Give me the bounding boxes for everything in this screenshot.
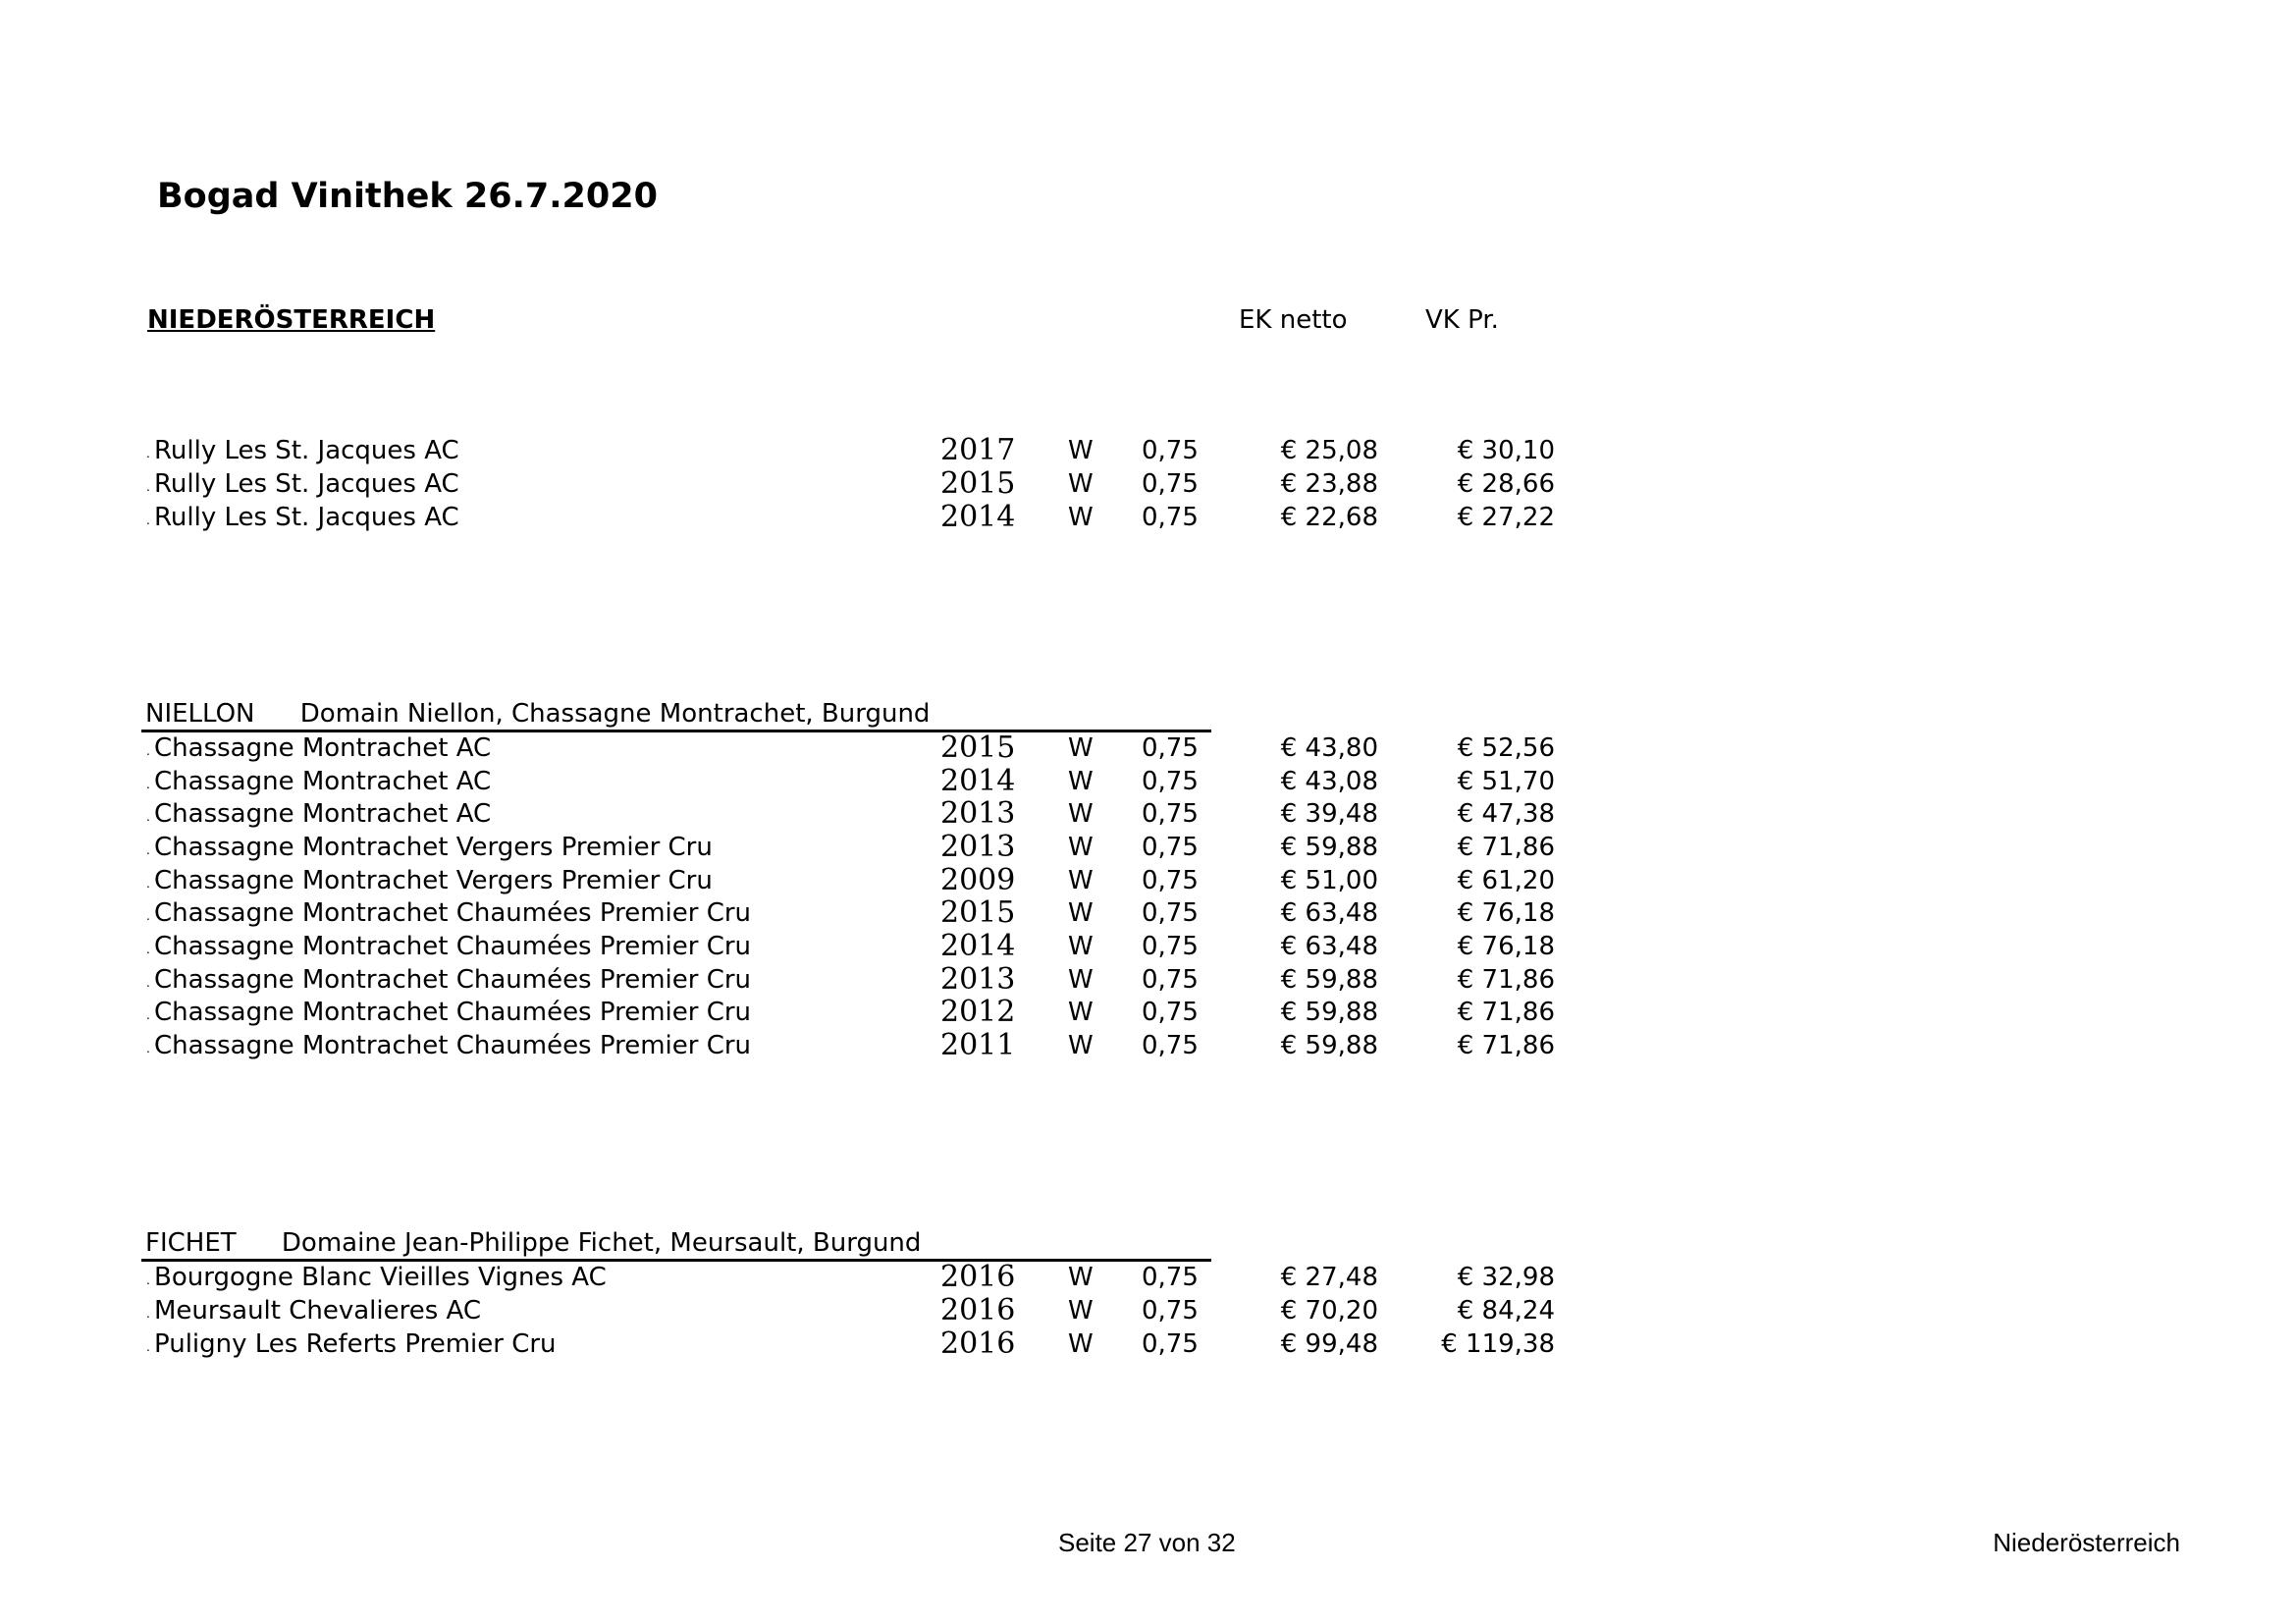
wine-row (0, 434, 2296, 467)
producer-name: Domaine Jean-Philippe Fichet, Meursault, Burgund (281, 1228, 922, 1258)
wine-name: Rully Les St. Jacques AC (154, 436, 459, 465)
wine-row (0, 797, 2296, 831)
wine-volume: 0,75 (1142, 932, 1199, 961)
wine-ek-price: € 59,88 (1280, 998, 1378, 1027)
wine-name: Chassagne Montrachet Chaumées Premier Cru (154, 998, 752, 1027)
wine-volume: 0,75 (1142, 799, 1199, 829)
row-bullet: . (146, 480, 150, 494)
wine-name: Chassagne Montrachet Chaumées Premier Cru (154, 898, 752, 928)
wine-vk-price: € 27,22 (1457, 503, 1555, 532)
wine-color: W (1068, 833, 1094, 862)
wine-vk-price: € 32,98 (1457, 1263, 1555, 1292)
wine-volume: 0,75 (1142, 1296, 1199, 1326)
wine-volume: 0,75 (1142, 503, 1199, 532)
wine-row (0, 731, 2296, 765)
wine-vk-price: € 51,70 (1457, 767, 1555, 796)
wine-volume: 0,75 (1142, 733, 1199, 763)
wine-row (0, 467, 2296, 501)
wine-color: W (1068, 799, 1094, 829)
wine-ek-price: € 43,08 (1280, 767, 1378, 796)
row-bullet: . (146, 1273, 150, 1287)
wine-year: 2013 (940, 962, 1016, 997)
row-bullet: . (146, 976, 150, 990)
wine-row (0, 831, 2296, 864)
page-number: Seite 27 von 32 (1058, 1528, 1236, 1557)
row-bullet: . (146, 1008, 150, 1022)
row-bullet: . (146, 843, 150, 857)
wine-name: Chassagne Montrachet Vergers Premier Cru (154, 866, 713, 895)
wine-ek-price: € 39,48 (1280, 799, 1378, 829)
wine-year: 2013 (940, 796, 1016, 831)
row-bullet: . (146, 744, 150, 758)
wine-year: 2015 (940, 895, 1016, 930)
wine-volume: 0,75 (1142, 1263, 1199, 1292)
wine-volume: 0,75 (1142, 833, 1199, 862)
wine-vk-price: € 28,66 (1457, 469, 1555, 499)
row-bullet: . (146, 877, 150, 891)
row-bullet: . (146, 447, 150, 460)
wine-volume: 0,75 (1142, 1329, 1199, 1359)
wine-row (0, 1327, 2296, 1361)
wine-vk-price: € 76,18 (1457, 898, 1555, 928)
wine-name: Rully Les St. Jacques AC (154, 469, 459, 499)
wine-ek-price: € 25,08 (1280, 436, 1378, 465)
wine-row (0, 765, 2296, 798)
row-bullet: . (146, 778, 150, 791)
wine-ek-price: € 99,48 (1280, 1329, 1378, 1359)
wine-row (0, 864, 2296, 897)
wine-color: W (1068, 469, 1094, 499)
footer-region: Niederösterreich (1993, 1528, 2180, 1557)
wine-ek-price: € 27,48 (1280, 1263, 1378, 1292)
wine-color: W (1068, 1329, 1094, 1359)
page-title: Bogad Vinithek 26.7.2020 (157, 177, 658, 216)
wine-color: W (1068, 733, 1094, 763)
wine-name: Meursault Chevalieres AC (154, 1296, 482, 1326)
row-bullet: . (146, 1340, 150, 1354)
wine-color: W (1068, 767, 1094, 796)
wine-year: 2009 (940, 863, 1016, 897)
wine-year: 2014 (940, 500, 1016, 534)
wine-color: W (1068, 898, 1094, 928)
wine-color: W (1068, 436, 1094, 465)
wine-name: Chassagne Montrachet Chaumées Premier Cru (154, 1031, 752, 1060)
wine-ek-price: € 22,68 (1280, 503, 1378, 532)
wine-year: 2013 (940, 830, 1016, 864)
wine-row (0, 1029, 2296, 1062)
wine-volume: 0,75 (1142, 965, 1199, 995)
wine-vk-price: € 84,24 (1457, 1296, 1555, 1326)
wine-color: W (1068, 866, 1094, 895)
producer-code: NIELLON (145, 699, 255, 729)
wine-name: Chassagne Montrachet Chaumées Premier Cru (154, 932, 752, 961)
column-header-ek-netto: EK netto (1239, 305, 1348, 335)
wine-name: Chassagne Montrachet Chaumées Premier Cru (154, 965, 752, 995)
wine-color: W (1068, 503, 1094, 532)
wine-year: 2016 (940, 1293, 1016, 1327)
row-bullet: . (146, 1307, 150, 1321)
wine-vk-price: € 71,86 (1457, 965, 1555, 995)
wine-vk-price: € 71,86 (1457, 998, 1555, 1027)
wine-ek-price: € 70,20 (1280, 1296, 1378, 1326)
wine-volume: 0,75 (1142, 767, 1199, 796)
wine-row (0, 930, 2296, 963)
wine-row (0, 1294, 2296, 1327)
wine-volume: 0,75 (1142, 436, 1199, 465)
wine-color: W (1068, 932, 1094, 961)
wine-name: Chassagne Montrachet AC (154, 733, 492, 763)
wine-vk-price: € 71,86 (1457, 1031, 1555, 1060)
wine-name: Chassagne Montrachet AC (154, 767, 492, 796)
wine-row (0, 963, 2296, 997)
wine-color: W (1068, 1263, 1094, 1292)
wine-row (0, 896, 2296, 930)
producer-code: FICHET (145, 1228, 237, 1258)
wine-volume: 0,75 (1142, 866, 1199, 895)
wine-year: 2015 (940, 731, 1016, 765)
wine-color: W (1068, 998, 1094, 1027)
producer-heading (145, 1226, 921, 1260)
wine-ek-price: € 63,48 (1280, 898, 1378, 928)
wine-vk-price: € 119,38 (1441, 1329, 1555, 1359)
wine-year: 2012 (940, 995, 1016, 1029)
wine-color: W (1068, 965, 1094, 995)
wine-name: Rully Les St. Jacques AC (154, 503, 459, 532)
wine-row (0, 501, 2296, 534)
wine-vk-price: € 52,56 (1457, 733, 1555, 763)
wine-ek-price: € 43,80 (1280, 733, 1378, 763)
wine-year: 2017 (940, 433, 1016, 467)
wine-volume: 0,75 (1142, 898, 1199, 928)
wine-vk-price: € 30,10 (1457, 436, 1555, 465)
column-header-vk-price: VK Pr. (1425, 305, 1499, 335)
wine-name: Chassagne Montrachet AC (154, 799, 492, 829)
wine-ek-price: € 59,88 (1280, 833, 1378, 862)
wine-ek-price: € 59,88 (1280, 965, 1378, 995)
wine-row (0, 996, 2296, 1029)
wine-vk-price: € 47,38 (1457, 799, 1555, 829)
row-bullet: . (146, 943, 150, 956)
wine-color: W (1068, 1296, 1094, 1326)
wine-color: W (1068, 1031, 1094, 1060)
wine-volume: 0,75 (1142, 469, 1199, 499)
wine-vk-price: € 61,20 (1457, 866, 1555, 895)
row-bullet: . (146, 810, 150, 824)
row-bullet: . (146, 909, 150, 923)
wine-year: 2014 (940, 764, 1016, 798)
row-bullet: . (146, 514, 150, 527)
wine-year: 2016 (940, 1326, 1016, 1361)
wine-name: Chassagne Montrachet Vergers Premier Cru (154, 833, 713, 862)
wine-ek-price: € 23,88 (1280, 469, 1378, 499)
wine-year: 2016 (940, 1260, 1016, 1294)
wine-year: 2011 (940, 1028, 1016, 1062)
wine-vk-price: € 71,86 (1457, 833, 1555, 862)
row-bullet: . (146, 1042, 150, 1056)
wine-volume: 0,75 (1142, 998, 1199, 1027)
wine-name: Bourgogne Blanc Vieilles Vignes AC (154, 1263, 607, 1292)
wine-year: 2014 (940, 929, 1016, 963)
wine-ek-price: € 59,88 (1280, 1031, 1378, 1060)
producer-heading (145, 697, 930, 731)
wine-name: Puligny Les Referts Premier Cru (154, 1329, 557, 1359)
producer-name: Domain Niellon, Chassagne Montrachet, Burgund (299, 699, 931, 729)
wine-volume: 0,75 (1142, 1031, 1199, 1060)
wine-ek-price: € 63,48 (1280, 932, 1378, 961)
wine-row (0, 1261, 2296, 1294)
region-heading: NIEDERÖSTERREICH (147, 305, 436, 335)
wine-ek-price: € 51,00 (1280, 866, 1378, 895)
wine-year: 2015 (940, 466, 1016, 501)
wine-vk-price: € 76,18 (1457, 932, 1555, 961)
